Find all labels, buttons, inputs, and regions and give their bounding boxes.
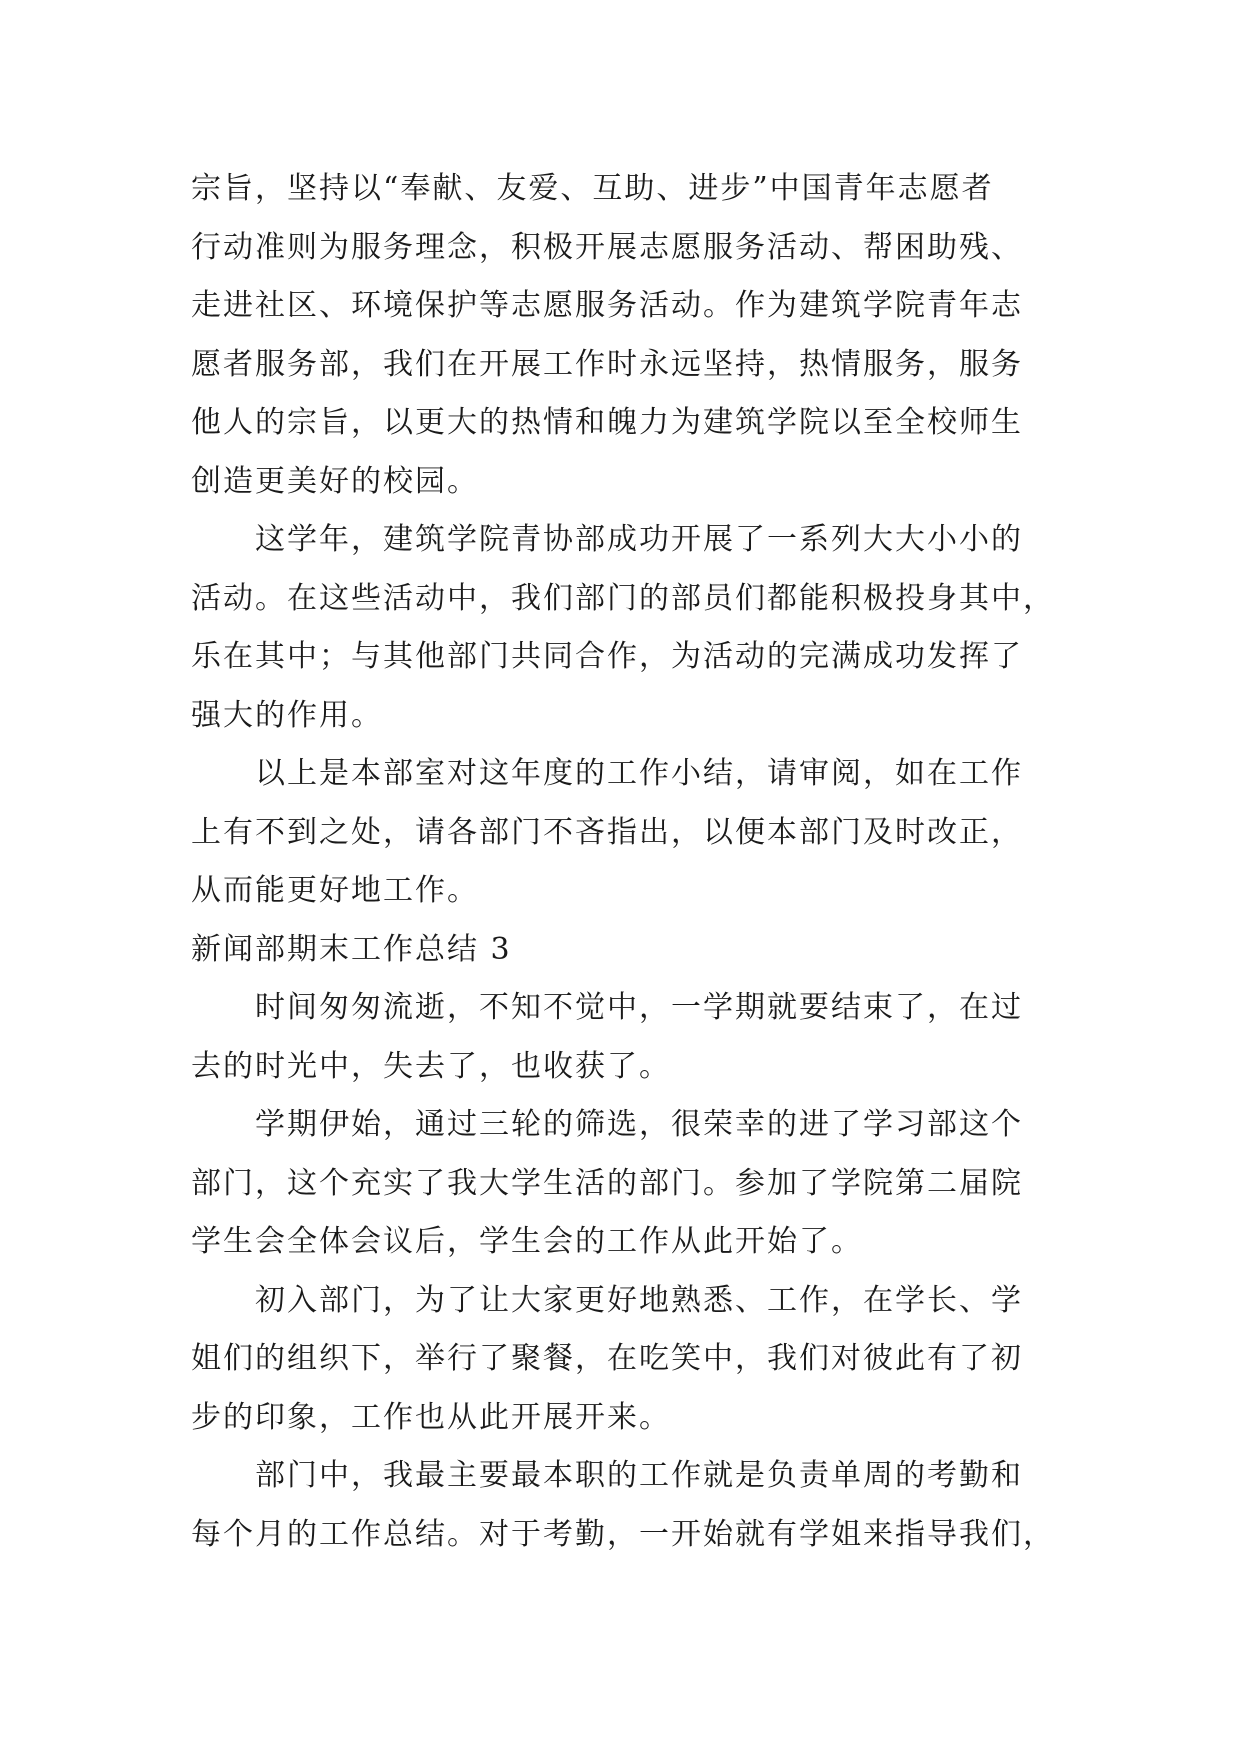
text-line: 乐在其中；与其他部门共同合作，为活动的完满成功发挥了 [191,639,1023,674]
document-body [191,160,1071,1564]
text-line: 走进社区、环境保护等志愿服务活动。作为建筑学院青年志 [191,288,1023,323]
text-line: 活动。在这些活动中，我们部门的部员们都能积极投身其中， [191,580,1055,616]
text-line: 他人的宗旨，以更大的热情和魄力为建筑学院以至全校师生 [191,405,1023,440]
text-line: 学期伊始，通过三轮的筛选，很荣幸的进了学习部这个 [255,1107,1023,1142]
text-line: 从而能更好地工作。 [191,873,479,908]
paragraph [191,1096,1071,1272]
text-line: 学生会全体会议后，学生会的工作从此开始了。 [191,1224,863,1259]
paragraph [191,511,1071,745]
text-line: 创造更美好的校园。 [191,463,479,499]
text-line: 时间匆匆流逝，不知不觉中，一学期就要结束了，在过 [255,990,1023,1025]
paragraph [191,1272,1071,1448]
text-line: 每个月的工作总结。对于考勤，一开始就有学姐来指导我们， [191,1516,1055,1552]
text-line: 强大的作用。 [191,697,383,733]
text-line: 步的印象，工作也从此开展开来。 [191,1399,671,1435]
text-line: 去的时光中，失去了，也收获了。 [191,1048,671,1084]
paragraph [191,745,1071,921]
text-line: 愿者服务部，我们在开展工作时永远坚持，热情服务，服务 [191,346,1023,382]
section-title: 新闻部期末工作总结 3 [191,931,512,967]
paragraph [191,1447,1071,1564]
paragraph [191,979,1071,1096]
text-line: 这学年，建筑学院青协部成功开展了一系列大大小小的 [255,522,1023,557]
paragraph [191,160,1071,511]
text-line: 姐们的组织下，举行了聚餐，在吃笑中，我们对彼此有了初 [191,1341,1023,1376]
text-line: 上有不到之处，请各部门不吝指出，以便本部门及时改正， [191,814,1023,850]
text-line: 部门中，我最主要最本职的工作就是负责单周的考勤和 [255,1458,1023,1493]
text-line: 初入部门，为了让大家更好地熟悉、工作，在学长、学 [255,1282,1023,1318]
text-line: 行动准则为服务理念，积极开展志愿服务活动、帮困助残、 [191,229,1023,265]
text-line: 部门，这个充实了我大学生活的部门。参加了学院第二届院 [191,1165,1023,1201]
text-line: 宗旨，坚持以“奉献、友爱、互助、进步”中国青年志愿者 [191,171,994,206]
text-line: 以上是本部室对这年度的工作小结，请审阅，如在工作 [255,756,1023,791]
